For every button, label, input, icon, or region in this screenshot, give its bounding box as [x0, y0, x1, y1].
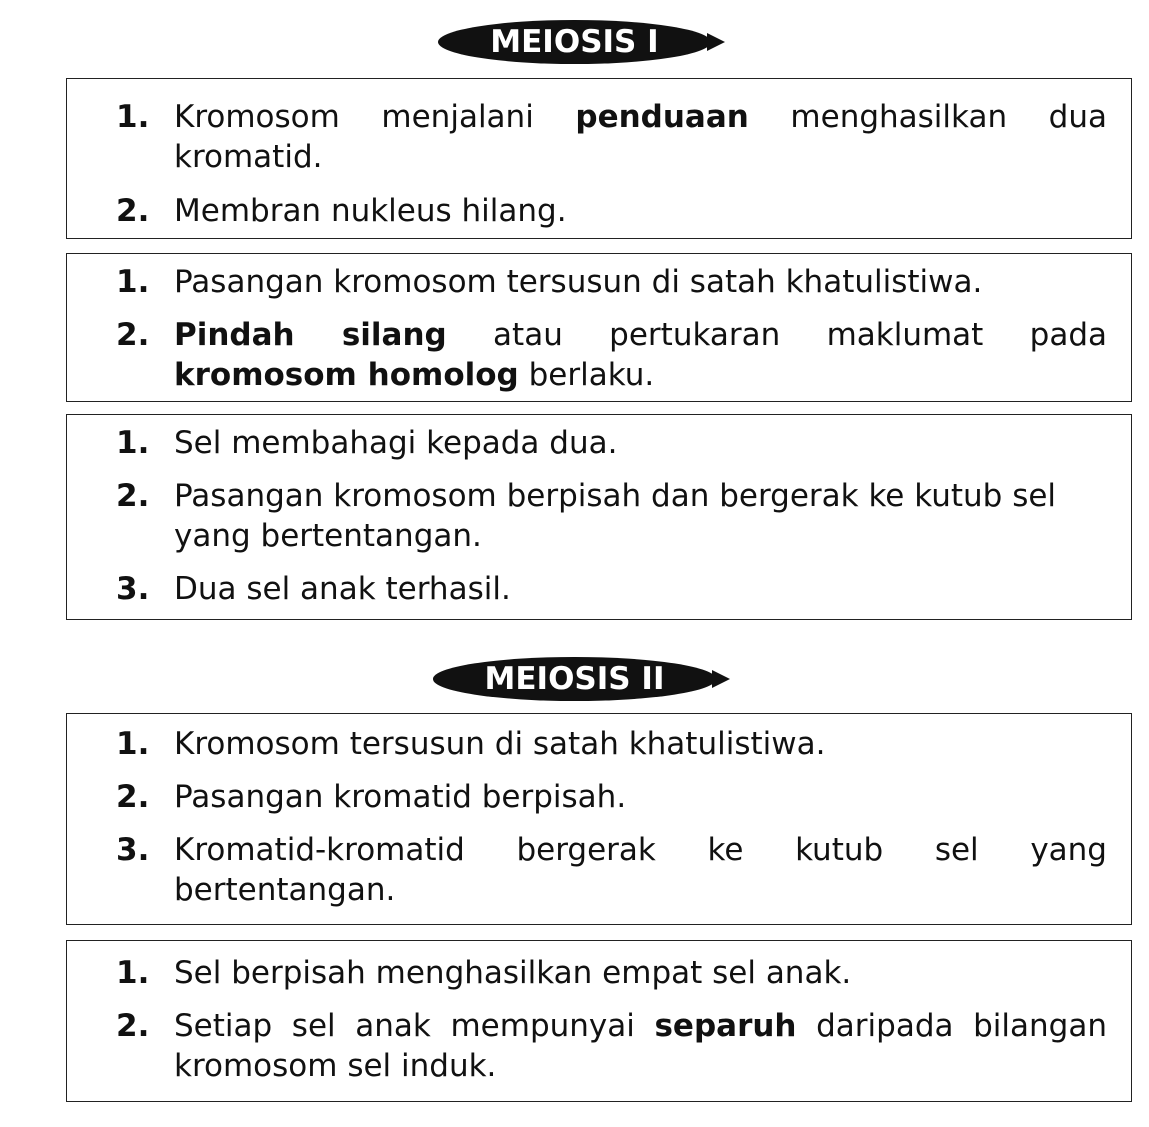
list-item	[67, 262, 1107, 302]
meiosis-1-stage-3-box	[66, 414, 1132, 620]
item-text: Kromatid-kromatid bergerak ke kutub sel yang bertentangan.	[174, 832, 1107, 908]
item-number: 1.	[116, 955, 150, 991]
list-item	[67, 191, 1107, 231]
key-term: kromosom homolog	[174, 357, 519, 393]
item-number: 2.	[116, 193, 150, 229]
item-text: Pasangan kromatid berpisah.	[174, 779, 627, 815]
item-text: Setiap sel anak mempunyai separuh daripada bilangan kromosom sel induk.	[174, 1008, 1107, 1084]
item-number: 3.	[116, 832, 150, 868]
list-item	[67, 423, 1107, 463]
list-item	[67, 569, 1107, 609]
meiosis-1-heading: MEIOSIS I	[438, 20, 710, 64]
item-number: 2.	[116, 1008, 150, 1044]
list-item	[67, 1006, 1107, 1086]
meiosis-2-heading: MEIOSIS II	[433, 657, 717, 701]
list-item	[67, 97, 1107, 177]
list-item	[67, 830, 1107, 910]
item-text: Pasangan kromosom berpisah dan bergerak ke kutub sel yang bertentangan.	[174, 478, 1057, 554]
list-item	[67, 777, 1107, 817]
item-number: 3.	[116, 571, 150, 607]
item-text: Sel membahagi kepada dua.	[174, 425, 618, 461]
meiosis-1-heading-wrap	[0, 20, 1149, 64]
item-text: Dua sel anak terhasil.	[174, 571, 511, 607]
item-number: 2.	[116, 779, 150, 815]
list-item	[67, 315, 1107, 395]
key-term: separuh	[654, 1008, 797, 1044]
item-number: 2.	[116, 317, 150, 353]
item-number: 1.	[116, 99, 150, 135]
item-number: 1.	[116, 425, 150, 461]
item-number: 1.	[116, 726, 150, 762]
item-text: Pasangan kromosom tersusun di satah khatulistiwa.	[174, 264, 983, 300]
meiosis-1-stage-2-box	[66, 253, 1132, 402]
item-text: Sel berpisah menghasilkan empat sel anak.	[174, 955, 852, 991]
list-item	[67, 724, 1107, 764]
item-number: 1.	[116, 264, 150, 300]
item-text: Kromosom menjalani penduaan menghasilkan dua kromatid.	[174, 99, 1107, 175]
item-text: Membran nukleus hilang.	[174, 193, 567, 229]
meiosis-1-stage-1-box	[66, 78, 1132, 239]
list-item	[67, 476, 1107, 556]
item-text: Pindah silang atau pertukaran maklumat pada kromosom homolog berlaku.	[174, 317, 1107, 393]
meiosis-2-stage-2-box	[66, 940, 1132, 1102]
item-text: Kromosom tersusun di satah khatulistiwa.	[174, 726, 826, 762]
meiosis-2-stage-1-box	[66, 713, 1132, 925]
list-item	[67, 953, 1107, 993]
key-term: Pindah silang	[174, 317, 447, 353]
key-term: penduaan	[575, 99, 749, 135]
meiosis-2-heading-wrap	[0, 657, 1149, 701]
item-number: 2.	[116, 478, 150, 514]
